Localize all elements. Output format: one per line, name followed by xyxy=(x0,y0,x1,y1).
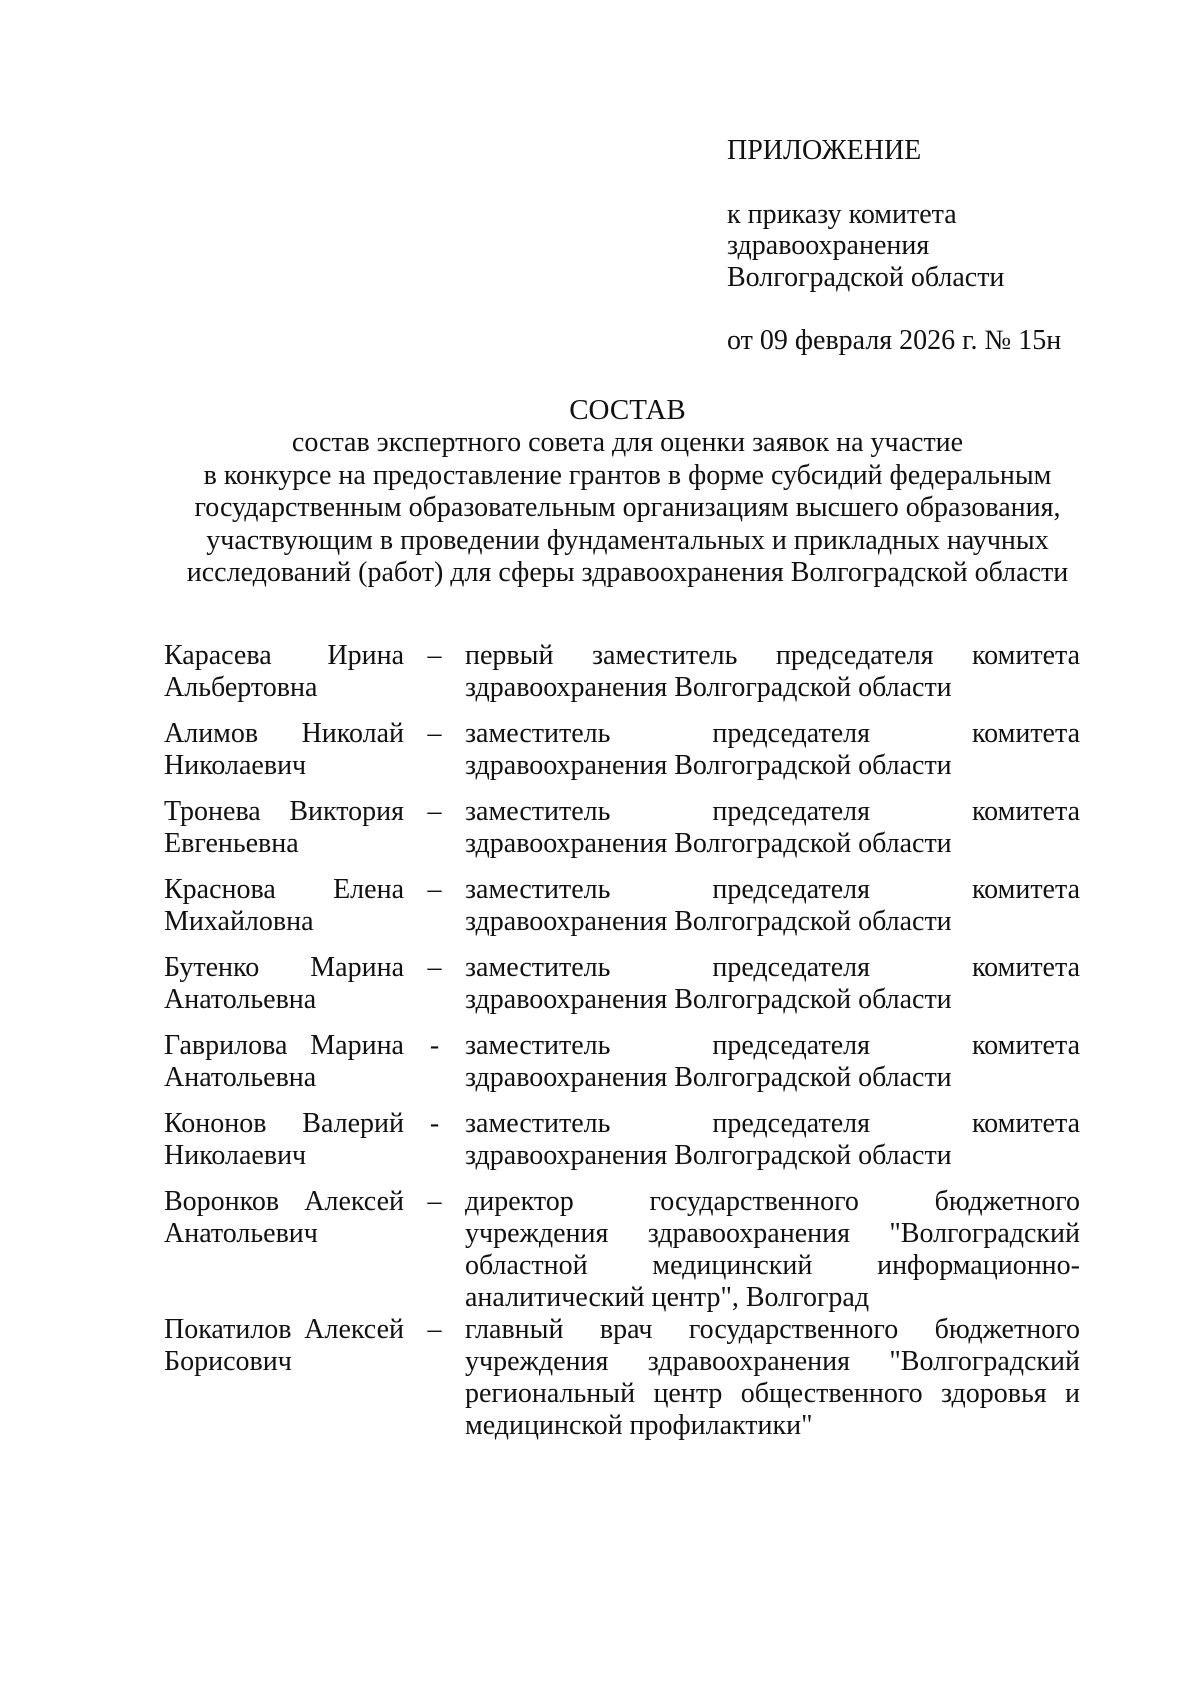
member-row xyxy=(164,1314,1080,1442)
member-row xyxy=(164,874,1080,938)
member-dash: – xyxy=(427,1314,442,1345)
member-row xyxy=(164,1186,1080,1314)
member-row xyxy=(164,1030,1080,1094)
member-position: заместитель председателя комитета здравоохранения Волгоградской области xyxy=(465,874,1080,937)
title-subline-4: участвующим в проведении фундаментальных и прикладных научных xyxy=(206,524,1049,556)
appendix-ref-line-1: к приказу комитета xyxy=(727,198,957,230)
member-name: Кононов Валерий Николаевич xyxy=(164,1108,404,1171)
member-position: директор государственного бюджетного учреждения здравоохранения "Волгоградский областной медицинский информационно-аналитический центр", Волгоград xyxy=(465,1186,1080,1313)
member-position: заместитель председателя комитета здравоохранения Волгоградской области xyxy=(465,1030,1080,1093)
member-dash: – xyxy=(427,796,442,827)
member-name: Покатилов Алексей Борисович xyxy=(164,1314,404,1377)
appendix-heading: ПРИЛОЖЕНИЕ xyxy=(727,135,922,166)
appendix-block xyxy=(727,135,1147,357)
member-dash: - xyxy=(429,1030,440,1061)
member-position: главный врач государственного бюджетного учреждения здравоохранения "Волгоградский региональный центр общественного здоровья и медицинской профилактики" xyxy=(465,1314,1080,1441)
member-name: Тронева Виктория Евгеньевна xyxy=(164,796,404,859)
title-subline-1: состав экспертного совета для оценки заявок на участие xyxy=(291,427,964,458)
member-dash: – xyxy=(427,952,442,983)
member-position: заместитель председателя комитета здравоохранения Волгоградской области xyxy=(465,952,1080,1015)
member-name: Краснова Елена Михайловна xyxy=(164,874,404,937)
member-position: заместитель председателя комитета здравоохранения Волгоградской области xyxy=(465,718,1080,781)
member-position: первый заместитель председателя комитета здравоохранения Волгоградской области xyxy=(465,640,1080,703)
title-subline-2: в конкурсе на предоставление грантов в форме субсидий федеральным xyxy=(203,459,1052,491)
member-row xyxy=(164,640,1080,704)
member-row xyxy=(164,1108,1080,1172)
member-name: Воронков Алексей Анатольевич xyxy=(164,1186,404,1249)
member-row xyxy=(164,952,1080,1016)
member-row xyxy=(164,718,1080,782)
member-dash: – xyxy=(427,718,442,749)
appendix-ref-line-3: Волгоградской области xyxy=(727,261,1005,293)
members-list xyxy=(164,640,1080,1442)
member-name: Гаврилова Марина Анатольевна xyxy=(164,1030,404,1093)
member-dash: - xyxy=(429,1108,440,1139)
title-subline-5: исследований (работ) для сферы здравоохранения Волгоградской области xyxy=(186,557,1069,588)
document-title: СОСТАВ xyxy=(569,394,686,426)
member-dash: – xyxy=(427,640,442,671)
member-name: Бутенко Марина Анатольевна xyxy=(164,952,404,1015)
member-name: Алимов Николай Николаевич xyxy=(164,718,404,781)
appendix-ref-line-2: здравоохранения xyxy=(727,230,930,261)
title-subline-3: государственным образовательным организациям высшего образования, xyxy=(194,492,1061,523)
member-dash: – xyxy=(427,874,442,905)
appendix-date-number: от 09 февраля 2026 г. № 15н xyxy=(727,325,1062,356)
member-dash: – xyxy=(427,1186,442,1217)
document-title-block xyxy=(130,393,1125,590)
member-position: заместитель председателя комитета здравоохранения Волгоградской области xyxy=(465,796,1080,859)
member-position: заместитель председателя комитета здравоохранения Волгоградской области xyxy=(465,1108,1080,1171)
member-name: Карасева Ирина Альбертовна xyxy=(164,640,404,703)
member-row xyxy=(164,796,1080,860)
